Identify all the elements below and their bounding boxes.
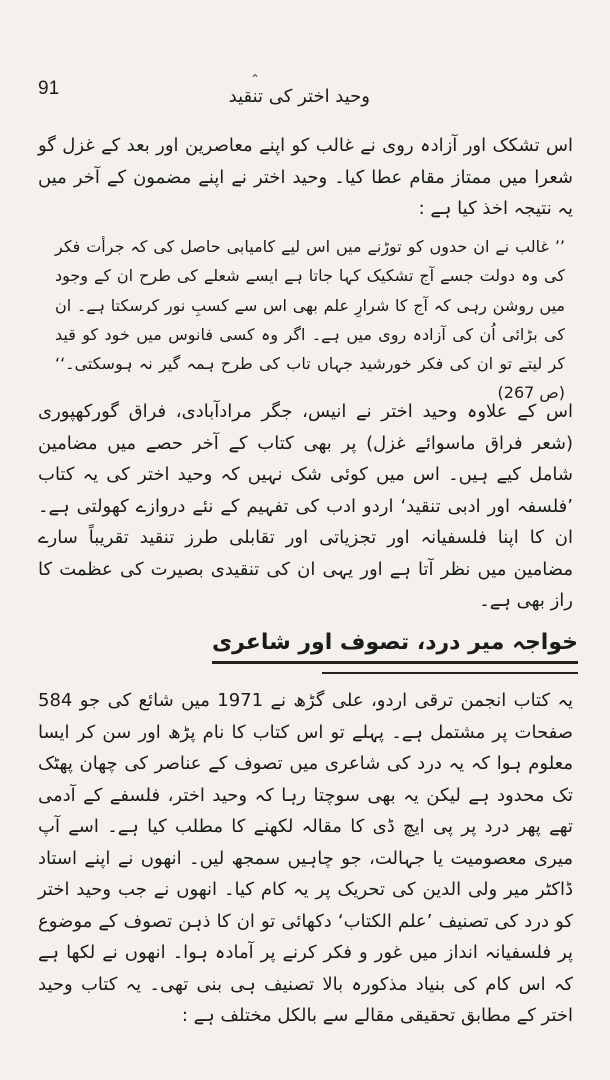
paragraph-book-description: یہ کتاب انجمن ترقی اردو، علی گڑھ نے 1971 میں شائع کی جو 584 صفحات پر مشتمل ہے۔ پہلے تو اس کتاب کا نام پڑھ اور سن کر ایسا معلوم ہوا کہ یہ درد کی شاعری میں تصوف کے عناصر کی چھان پھٹک تک محدود ہے لیکن یہ بھی سوچتا رہا کہ وحید اختر، فلسفے کے آدمی تھے پھر درد پر پی ایچ ڈی کا مقالہ لکھنے کا مطلب کیا ہے۔ اسے آپ میری معصومیت یا جہالت، جو چاہیں سمجھ لیں۔ انھوں نے اپنے استاد ڈاکٹر میر ولی الدین کی تحریک پر یہ کام کیا۔ انھوں نے جب وحید اختر کو درد کی تصنیف ’علم الکتاب‘ دکھائی تو ان کا ذہن تصوف کے موضوع پر فلسفیانہ انداز میں غور و فکر کرنے پر آمادہ ہوا۔ انھوں نے لکھا ہے کہ اس کام کی بنیاد مذکورہ بالا تصنیف ہی بنی تھی۔ یہ کتاب وحید اختر کے مطابق تحقیقی مقالے سے بالکل مختلف ہے :: [38, 690, 573, 1026]
heading-rule: [322, 672, 578, 674]
block-quote: ’’ غالب نے ان حدوں کو توڑنے میں اس لیے کامیابی حاصل کی کہ جرأت فکر کی وہ دولت جسے آج تشکیک کہا جاتا ہے ایسے شعلے کی طرح ان کے وجود میں روشن رہی کہ آج کا شرارِ علم بھی اس سے کسبِ نور کرسکتا ہے۔ ان کی بڑائی اُن کی آزادہ روی میں ہے۔ اگر وہ کسی فانوس میں خود کو قید کر لیتے تو ان کی فکر خورشید جہاں تاب کی طرح ہمہ گیر نہ ہوسکتی۔‘‘ (ص 267): [55, 237, 565, 403]
running-head: وحید اختر کی تنقید: [228, 86, 370, 107]
paragraph-intro: اس تشکک اور آزادہ روی نے غالب کو اپنے معاصرین اور بعد کے غزل گو شعرا میں ممتاز مقام عطا کیا۔ وحید اختر نے اپنے مضمون کے آخر میں یہ نتیجہ اخذ کیا ہے :: [38, 135, 573, 219]
section-heading: خواجہ میر درد، تصوف اور شاعری: [212, 630, 578, 664]
ornament-mark: ⌃: [250, 72, 261, 86]
page-number: 91: [38, 78, 60, 99]
paragraph-additional-essays: اس کے علاوہ وحید اختر نے انیس، جگر مرادآبادی، فراق گورکھپوری (شعر فراق ماسوائے غزل) پر بھی کتاب کے آخر حصے میں مضامین شامل کیے ہیں۔ اس میں کوئی شک نہیں کہ وحید اختر کی یہ کتاب ’فلسفہ اور ادبی تنقید‘ اردو ادب کی تفہیم کے نئے دروازے کھولتی ہے۔ ان کا اپنا فلسفیانہ اور تجزیاتی اور تقابلی طرز تنقید تقریباً سارے مضامین میں نظر آتا ہے اور یہی ان کی تنقیدی بصیرت کی عظمت کا راز بھی ہے۔: [38, 401, 573, 611]
